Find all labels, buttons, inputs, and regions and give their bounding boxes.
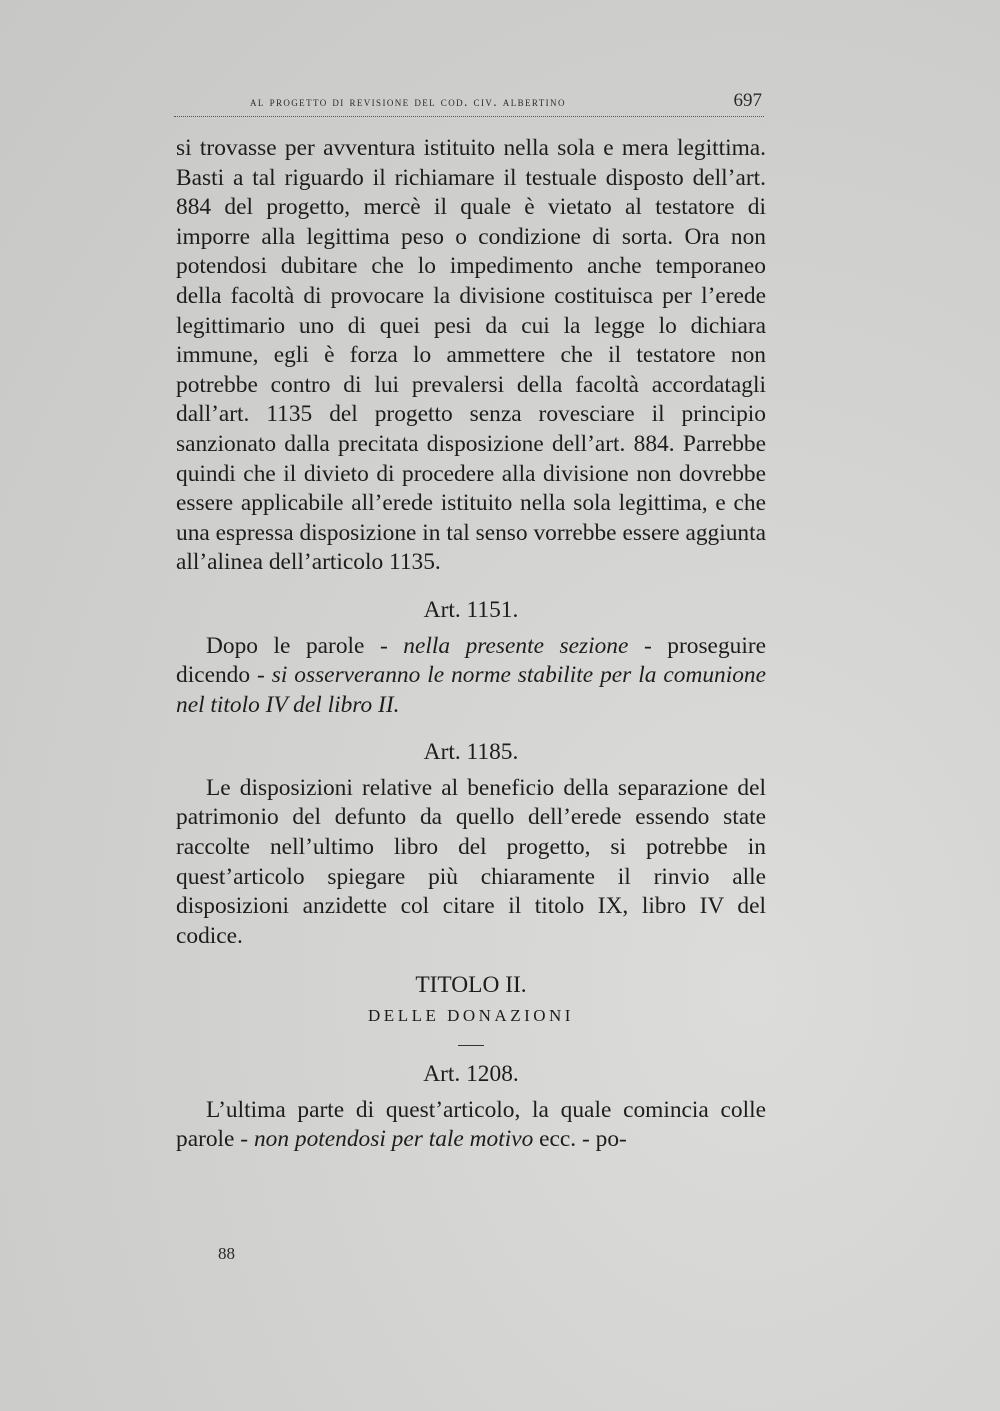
section-title: TITOLO II. <box>415 972 527 999</box>
paragraph-art-1208 <box>176 1096 766 1155</box>
paragraph-art-1185: Le disposizioni relative al beneficio della separazione del patrimonio del defunto da quello dell’erede essendo state raccolte nell’ultimo libro del progetto, si potrebbe in quest’articolo spiegare più chiaramente il rinvio alle disposizioni anzidette col citare il titolo IX, libro IV del codice. <box>176 774 766 949</box>
section-subtitle: DELLE DONAZIONI <box>368 1006 574 1026</box>
art-1208-text-1: L’ultima parte di quest’articolo, la quale comincia colle parole - <box>176 1096 766 1153</box>
page-number: 697 <box>733 90 762 111</box>
running-title: al progetto di revisione del cod. civ. albertino <box>250 94 566 109</box>
art-1208-text-2: ecc. - po- <box>533 1126 627 1153</box>
signature-mark: 88 <box>218 1244 235 1263</box>
art-1151-text-2: - proseguire dicendo - <box>176 632 766 689</box>
short-rule-divider <box>458 1045 484 1046</box>
running-head <box>174 92 764 117</box>
art-1151-italic-1: nella presente sezione <box>403 632 629 659</box>
article-heading-1185: Art. 1185. <box>423 739 519 766</box>
art-1151-text-1: Dopo le parole - <box>206 632 404 659</box>
paragraph-continuation: si trovasse per avventura istituito nella sola e mera legittima. Basti a tal riguardo il richiamare il testuale disposto dell’art. 884 del progetto, mercè il quale è vietato al testatore di imporre alla legittima peso o condizione di sorta. Ora non potendosi dubitare che lo impedimento anche temporaneo della facoltà di provocare la divisione costituisca per l’erede legittimario uno di quei pesi da cui la legge lo dichiara immune, egli è forza lo ammettere che il testatore non potrebbe contro di lui prevalersi della facoltà accordatagli dall’art. 1135 del progetto senza rovesciare il principio sanzionato dalla precitata disposizione dell’art. 884. Parrebbe quindi che il divieto di procedere alla divisione non dovrebbe essere applicabile all’erede istituito nella sola legittima, e che una espressa disposizione in tal senso vorrebbe essere aggiunta all’alinea dell’articolo 1135. <box>176 135 766 576</box>
art-1208-italic-1: non potendosi per tale motivo <box>253 1126 534 1153</box>
art-1151-italic-2: si osserveranno le norme stabilite per la comunione nel titolo IV del libro II. <box>176 662 767 718</box>
article-heading-1151: Art. 1151. <box>423 596 519 623</box>
article-heading-1208: Art. 1208. <box>423 1061 519 1088</box>
paragraph-art-1151 <box>176 632 766 721</box>
body-text <box>176 134 766 1155</box>
